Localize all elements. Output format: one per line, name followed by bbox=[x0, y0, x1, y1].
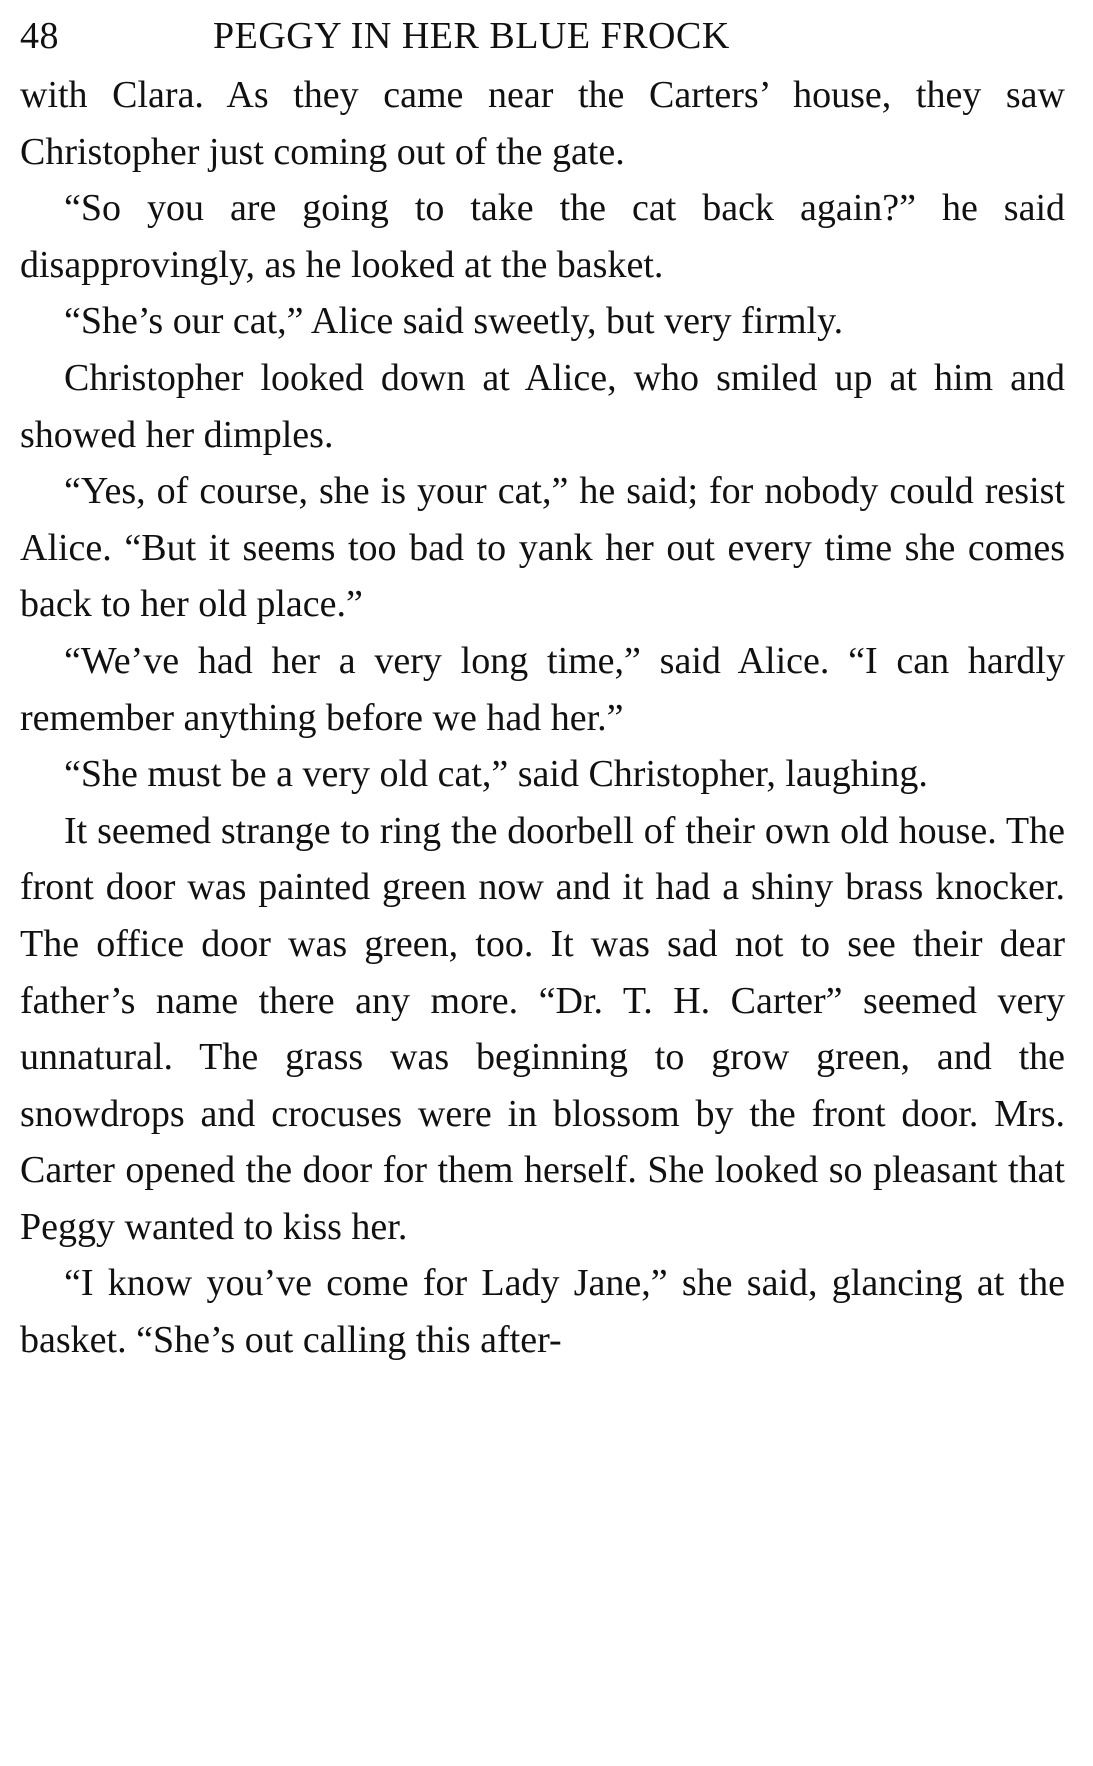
paragraph: Christopher looked down at Alice, who smiled up at him and showed her dimples. bbox=[20, 356, 1065, 456]
paragraph: “We’ve had her a very long time,” said Alice. “I can hardly remember anything before we had her.” bbox=[20, 639, 1065, 739]
body-text bbox=[20, 67, 1065, 1369]
paragraph: “I know you’ve come for Lady Jane,” she said, glancing at the basket. “She’s out calling this after- bbox=[20, 1262, 1065, 1362]
book-page bbox=[20, 8, 1065, 1369]
paragraph-continued: with Clara. As they came near the Carters’ house, they saw Christopher just coming out of the gate. bbox=[20, 74, 1065, 173]
paragraph: “She must be a very old cat,” said Christopher, laughing. bbox=[64, 753, 928, 796]
paragraph: It seemed strange to ring the doorbell of their own old house. The front door was painted green now and it had a shiny brass knocker. The office door was green, too. It was sad not to see their dear father’s name there any more. “Dr. T. H. Carter” seemed very unnatural. The grass was beginning to grow green, and the snowdrops and crocuses were in blossom by the front door. Mrs. Carter opened the door for them herself. She looked so pleasant that Peggy wanted to kiss her. bbox=[20, 809, 1065, 1248]
running-title: PEGGY IN HER BLUE FROCK bbox=[213, 15, 730, 57]
running-head bbox=[20, 8, 1065, 64]
paragraph: “Yes, of course, she is your cat,” he said; for nobody could resist Alice. “But it seems too bad to yank her out every time she comes back to her old place.” bbox=[20, 470, 1065, 626]
paragraph: “So you are going to take the cat back again?” he said disapprovingly, as he looked at the basket. bbox=[20, 187, 1065, 286]
paragraph: “She’s our cat,” Alice said sweetly, but very firmly. bbox=[64, 300, 844, 343]
page-number: 48 bbox=[20, 15, 59, 57]
